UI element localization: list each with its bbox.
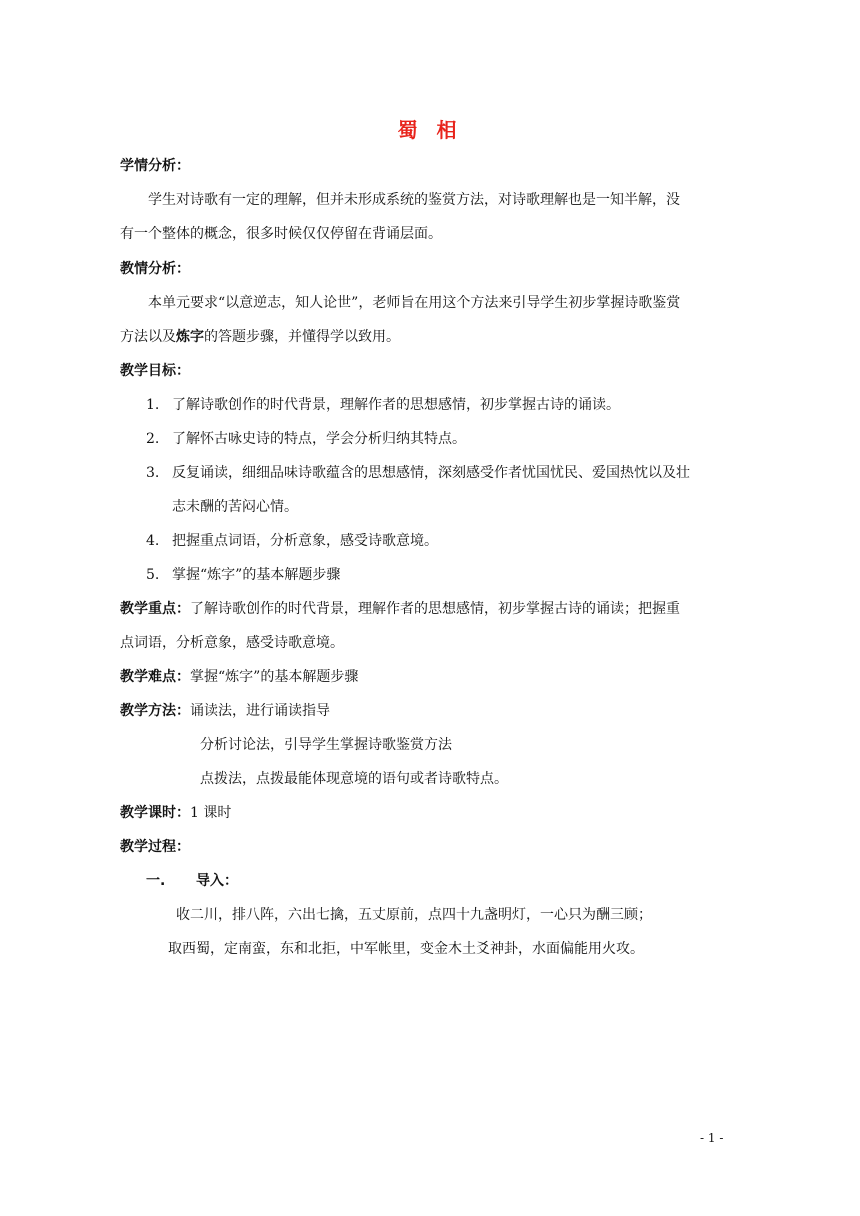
item-text: 了解诗歌创作的时代背景，理解作者的思想感情，初步掌握古诗的诵读。 [172, 397, 620, 413]
page-number: - 1 - [700, 1131, 724, 1145]
document-title: 蜀 相 [397, 118, 463, 142]
xueqing-text-line2: 有一个整体的概念，很多时候仅仅停留在背诵层面。 [120, 226, 442, 242]
jiaoqing-text-line1: 本单元要求“以意逆志，知人论世”，老师旨在用这个方法来引导学生初步掌握诗歌鉴赏 [148, 295, 681, 311]
zhongdian-line1 [120, 599, 680, 619]
step-label: 导入： [196, 873, 238, 889]
heading-guocheng: 教学过程： [120, 839, 190, 855]
keshi-line [120, 803, 231, 823]
heading-fangfa: 教学方法： [120, 703, 190, 719]
zhongdian-line2: 点词语，分析意象，感受诗歌意境。 [120, 635, 344, 651]
jiaoqing-text-line2 [120, 327, 400, 347]
item-number: 2. [146, 431, 160, 447]
fangfa-method-2: 分析讨论法，引导学生掌握诗歌鉴赏方法 [200, 737, 452, 753]
heading-zhongdian: 教学重点： [120, 601, 190, 617]
mubiao-item-2 [146, 429, 466, 449]
fangfa-method-1: 诵读法，进行诵读指导 [190, 703, 330, 719]
zhongdian-text: 了解诗歌创作的时代背景，理解作者的思想感情，初步掌握古诗的诵读；把握重 [190, 601, 680, 617]
item-number: 1. [146, 397, 160, 413]
heading-nandian: 教学难点： [120, 669, 190, 685]
xueqing-text-line1: 学生对诗歌有一定的理解，但并未形成系统的鉴赏方法，对诗歌理解也是一知半解，没 [148, 192, 680, 208]
heading-mubiao: 教学目标： [120, 363, 190, 379]
couplet-line-2: 取西蜀，定南蛮，东和北拒，中军帐里，变金木土爻神卦，水面偏能用火攻。 [168, 941, 644, 957]
mubiao-item-5 [146, 565, 340, 585]
item-text: 掌握“炼字”的基本解题步骤 [172, 567, 341, 583]
couplet-line-1: 收二川，排八阵，六出七擒，五丈原前，点四十九盏明灯，一心只为酬三顾； [176, 907, 652, 923]
mubiao-item-3 [146, 463, 690, 483]
item-number: 4. [146, 533, 160, 549]
nandian-line [120, 667, 358, 687]
jiaoqing-text-bold: 炼字 [176, 329, 204, 345]
item-number: 3. [146, 465, 160, 481]
mubiao-item-3-cont: 志未酬的苦闷心情。 [172, 499, 298, 515]
keshi-text: 1 课时 [190, 805, 232, 821]
heading-jiaoqing: 教情分析： [120, 261, 190, 277]
mubiao-item-4 [146, 531, 438, 551]
jiaoqing-text-pre: 方法以及 [120, 329, 176, 345]
fangfa-method-3: 点拨法，点拨最能体现意境的语句或者诗歌特点。 [200, 771, 508, 787]
step-number: 一. [146, 873, 166, 889]
heading-keshi: 教学课时： [120, 805, 190, 821]
item-text: 了解怀古咏史诗的特点，学会分析归纳其特点。 [172, 431, 466, 447]
item-text: 把握重点词语，分析意象，感受诗歌意境。 [172, 533, 438, 549]
item-number: 5. [146, 567, 160, 583]
heading-xueqing: 学情分析： [120, 158, 190, 174]
item-text: 反复诵读，细细品味诗歌蕴含的思想感情，深刻感受作者忧国忧民、爱国热忱以及壮 [172, 465, 690, 481]
nandian-text: 掌握“炼字”的基本解题步骤 [190, 669, 359, 685]
fangfa-line1 [120, 701, 330, 721]
jiaoqing-text-post: 的答题步骤，并懂得学以致用。 [204, 329, 400, 345]
mubiao-item-1 [146, 395, 620, 415]
